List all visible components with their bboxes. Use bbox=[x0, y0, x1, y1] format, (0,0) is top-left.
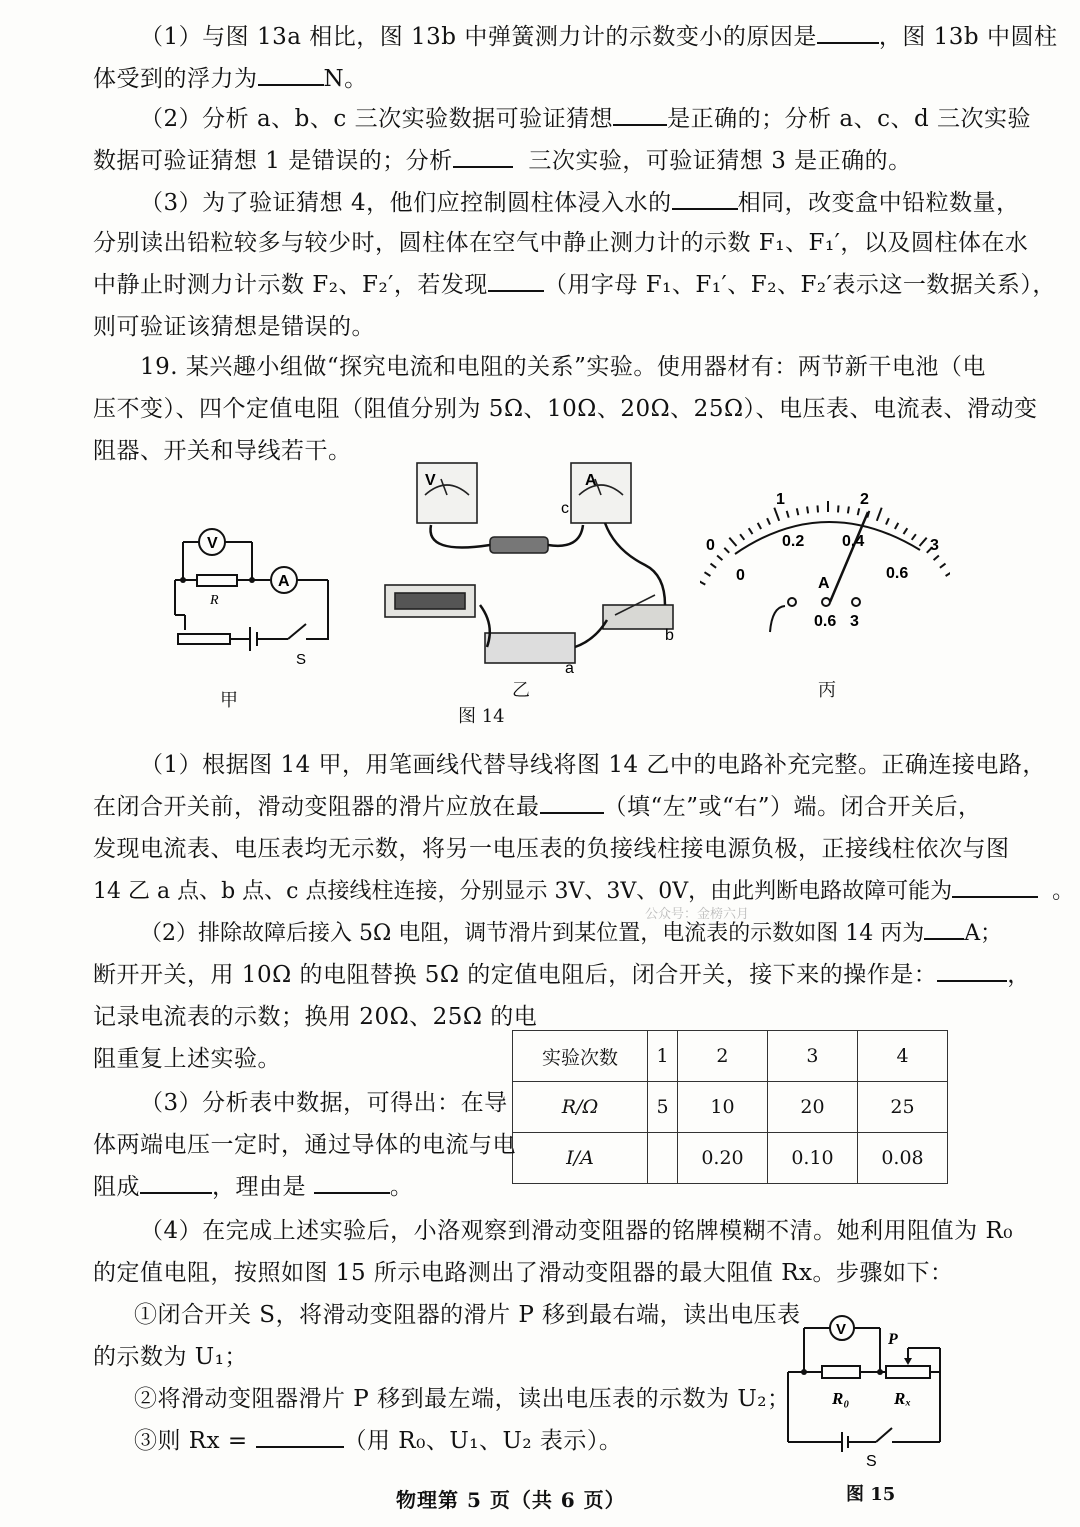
q19-part3-line2: 体两端电压一定时，通过导体的电流与电 bbox=[93, 1132, 516, 1158]
switch-symbol bbox=[876, 1428, 892, 1442]
resistor-r-symbol bbox=[197, 575, 237, 586]
rheostat-symbol bbox=[178, 634, 230, 644]
scale-3a-1: 1 bbox=[776, 491, 785, 508]
answer-blank[interactable] bbox=[256, 1426, 344, 1448]
dial-tick bbox=[700, 578, 705, 585]
ammeter-device-label: A bbox=[585, 472, 597, 489]
fig15-circuit bbox=[780, 1310, 950, 1470]
point-a-label: a bbox=[565, 660, 574, 677]
answer-blank[interactable] bbox=[672, 188, 738, 210]
table-cell: 25 bbox=[857, 1082, 947, 1133]
answer-blank[interactable] bbox=[540, 792, 604, 814]
fig14-yi-physical bbox=[365, 455, 685, 685]
dial-tick bbox=[705, 572, 711, 576]
dial-tick bbox=[787, 511, 789, 518]
q19-part1-line4: 14 乙 a 点、b 点、c 点接线柱连接，分别显示 3V、3V、0V，由此判断电路故障可能为 。 bbox=[93, 876, 1074, 907]
fig14-caption: 图 14 bbox=[458, 706, 505, 727]
q19-part1-line1: （1）根据图 14 甲，用笔画线代替导线将图 14 乙中的电路补充完整。正确连接电路， bbox=[140, 752, 1046, 778]
table-row-resistance bbox=[513, 1082, 948, 1133]
wire-to-negative bbox=[770, 606, 785, 632]
q19-part4-line2: 的定值电阻，按照如图 15 所示电路测出了滑动变阻器的最大阻值 Rx。步骤如下： bbox=[93, 1260, 954, 1286]
scale-06a-0: 0 bbox=[736, 567, 745, 584]
slider-p-label: P bbox=[888, 1331, 898, 1348]
q18-part3-line2: 分别读出铅粒较多与较少时，圆柱体在空气中静止测力计的示数 F₁、F₁′，以及圆柱体在水 bbox=[93, 230, 1029, 256]
ammeter-label: A bbox=[278, 573, 290, 590]
table-cell[interactable] bbox=[648, 1133, 678, 1184]
dial-tick bbox=[749, 528, 753, 534]
table-cell: R/Ω bbox=[513, 1082, 648, 1133]
dial-tick bbox=[774, 508, 779, 521]
dial-tick bbox=[940, 564, 946, 568]
q18-part1-line2: 体受到的浮力为 N。 bbox=[93, 66, 368, 92]
dial-tick bbox=[724, 548, 729, 553]
fig14-bing-ammeter-dial bbox=[700, 482, 950, 642]
q18-part3-line4: 则可验证该猜想是错误的。 bbox=[93, 314, 375, 340]
dial-tick bbox=[797, 508, 799, 515]
scale-06a-02: 0.2 bbox=[782, 533, 805, 550]
dial-pointer bbox=[830, 512, 868, 602]
dial-tick bbox=[717, 556, 722, 561]
dial-tick bbox=[920, 538, 927, 546]
fig14-jia-circuit bbox=[160, 520, 340, 710]
table-cell: I/A bbox=[513, 1133, 648, 1184]
dial-tick bbox=[895, 523, 898, 529]
q19-part2-line3: 记录电流表的示数；换用 20Ω、25Ω 的电 bbox=[93, 1004, 538, 1030]
dial-tick bbox=[912, 534, 916, 540]
scale-06a-06: 0.6 bbox=[886, 565, 909, 582]
q19-part3-line3: 阻成 ，理由是 。 bbox=[93, 1174, 414, 1200]
dial-tick bbox=[767, 518, 770, 524]
dial-tick bbox=[740, 534, 744, 540]
fig15-caption: 图 15 bbox=[846, 1484, 896, 1505]
table-cell: 5 bbox=[648, 1082, 678, 1133]
dial-tick bbox=[758, 523, 761, 529]
watermark: 公众号：金榜六月 bbox=[645, 907, 750, 922]
q18-part1-line1: （1）与图 13a 相比，图 13b 中弹簧测力计的示数变小的原因是 ，图 13b 中圆柱 bbox=[140, 24, 1058, 50]
voltmeter-label: V bbox=[207, 535, 218, 552]
dial-tick bbox=[711, 564, 717, 568]
answer-blank[interactable] bbox=[314, 1172, 390, 1194]
q19-step1-line1: ①闭合开关 S，将滑动变阻器的滑片 P 移到最右端，读出电压表 bbox=[134, 1302, 801, 1328]
switch-symbol bbox=[288, 624, 306, 639]
q19-step2: ②将滑动变阻器滑片 P 移到最左端，读出电压表的示数为 U₂； bbox=[134, 1386, 791, 1412]
table-cell: 0.08 bbox=[857, 1133, 947, 1184]
table-row-header bbox=[513, 1031, 948, 1082]
q19-intro-line2: 压不变）、四个定值电阻（阻值分别为 5Ω、10Ω、20Ω、25Ω）、电压表、电流表、滑动变 bbox=[93, 396, 1038, 422]
resistor-device bbox=[490, 537, 548, 553]
q18-part3-line1: （3）为了验证猜想 4，他们应控制圆柱体浸入水的 相同，改变盒中铅粒数量， bbox=[140, 190, 1020, 216]
q19-part1-line2: 在闭合开关前，滑动变阻器的滑片应放在最 （填“左”或“右”）端。闭合开关后， bbox=[93, 794, 982, 820]
q19-intro-line3: 阻器、开关和导线若干。 bbox=[93, 438, 352, 464]
q18-part2-line1: （2）分析 a、b、c 三次实验数据可验证猜想 是正确的；分析 a、c、d 三次实验 bbox=[140, 106, 1032, 132]
terminal-3-label: 3 bbox=[850, 613, 859, 630]
q18-part3-line3: 中静止时测力计示数 F₂、F₂′，若发现 （用字母 F₁、F₁′、F₂、F₂′表示这一数据关系）， bbox=[93, 272, 1056, 298]
table-row-current bbox=[513, 1133, 948, 1184]
q19-step3: ③则 Rx = （用 R₀、U₁、U₂ 表示）。 bbox=[134, 1428, 623, 1454]
terminal-3 bbox=[852, 598, 860, 606]
fig14-yi-label: 乙 bbox=[512, 680, 530, 701]
q19-part2-line1: （2）排除故障后接入 5Ω 电阻，调节滑片到某位置，电流表的示数如图 14 丙为 A； bbox=[140, 918, 1002, 949]
table-cell: 4 bbox=[857, 1031, 947, 1082]
resistor-label: R bbox=[210, 593, 219, 608]
q19-step1-line2: 的示数为 U₁； bbox=[93, 1344, 248, 1370]
q19-part4-line1: （4）在完成上述实验后，小洛观察到滑动变阻器的铭牌模糊不清。她利用阻值为 R₀ bbox=[140, 1218, 1013, 1244]
table-cell: 20 bbox=[767, 1082, 857, 1133]
answer-blank[interactable] bbox=[817, 22, 879, 44]
dial-tick bbox=[807, 507, 808, 514]
q19-part3-line1: （3）分析表中数据，可得出：在导 bbox=[140, 1090, 508, 1116]
point-b-label: b bbox=[665, 627, 674, 644]
q19-intro-line1: 19. 某兴趣小组做“探究电流和电阻的关系”实验。使用器材有：两节新干电池（电 bbox=[140, 354, 986, 380]
r0-label: R₀ bbox=[832, 1389, 850, 1408]
dial-tick bbox=[877, 508, 882, 521]
fig14-jia-label: 甲 bbox=[220, 690, 238, 711]
q19-part2-line2: 断开开关，用 10Ω 的电阻替换 5Ω 的定值电阻后，闭合开关，接下来的操作是： ， bbox=[93, 962, 1031, 988]
table-cell: 3 bbox=[767, 1031, 857, 1082]
table-cell: 实验次数 bbox=[513, 1031, 648, 1082]
dial-tick bbox=[818, 505, 819, 512]
q19-part2-line4: 阻重复上述实验。 bbox=[93, 1046, 281, 1072]
page-footer: 物理第 5 页（共 6 页） bbox=[396, 1488, 626, 1512]
answer-blank[interactable] bbox=[613, 104, 667, 126]
terminal-06-label: 0.6 bbox=[814, 613, 837, 630]
scale-3a-2: 2 bbox=[860, 491, 869, 508]
table-cell: 0.10 bbox=[767, 1133, 857, 1184]
rx-label: Rₓ bbox=[894, 1389, 912, 1408]
answer-blank[interactable] bbox=[924, 918, 964, 940]
battery-box-device bbox=[485, 633, 575, 663]
answer-blank[interactable] bbox=[952, 876, 1038, 898]
scale-3a-3: 3 bbox=[930, 537, 939, 554]
dial-tick bbox=[848, 507, 849, 514]
table-cell: 2 bbox=[677, 1031, 767, 1082]
dial-tick bbox=[946, 572, 950, 576]
table-cell: 1 bbox=[648, 1031, 678, 1082]
answer-blank[interactable] bbox=[140, 1172, 212, 1194]
rheostat-rx-symbol bbox=[886, 1366, 930, 1378]
switch-device bbox=[603, 605, 673, 629]
dial-tick bbox=[838, 505, 839, 512]
resistor-r0-symbol bbox=[822, 1366, 860, 1378]
answer-blank[interactable] bbox=[937, 960, 1007, 982]
switch-label: S bbox=[866, 1453, 877, 1470]
switch-label: S bbox=[296, 651, 307, 668]
voltmeter-device-label: V bbox=[425, 472, 436, 489]
point-c-label: c bbox=[561, 500, 569, 517]
terminal-06 bbox=[822, 598, 830, 606]
scale-3a-0: 0 bbox=[706, 537, 715, 554]
answer-blank[interactable] bbox=[453, 146, 513, 168]
dial-tick bbox=[904, 528, 908, 534]
dial-tick bbox=[886, 518, 889, 524]
answer-blank[interactable] bbox=[258, 64, 324, 86]
data-table bbox=[512, 1030, 948, 1184]
q18-part2-line2: 数据可验证猜想 1 是错误的；分析 三次实验，可验证猜想 3 是正确的。 bbox=[93, 148, 912, 174]
dial-tick bbox=[934, 556, 939, 561]
scale-06a-04: 0.4 bbox=[842, 533, 865, 550]
dial-unit-label: A bbox=[818, 575, 830, 592]
voltmeter-label: V bbox=[836, 1321, 847, 1338]
table-cell: 10 bbox=[677, 1082, 767, 1133]
table-cell: 0.20 bbox=[677, 1133, 767, 1184]
q19-part1-line3: 发现电流表、电压表均无示数，将另一电压表的负接线柱接电源负极，正接线柱依次与图 bbox=[93, 836, 1010, 862]
dial-tick bbox=[858, 508, 860, 515]
dial-tick bbox=[729, 538, 736, 546]
fig14-bing-label: 丙 bbox=[818, 680, 836, 701]
answer-blank[interactable] bbox=[488, 270, 544, 292]
